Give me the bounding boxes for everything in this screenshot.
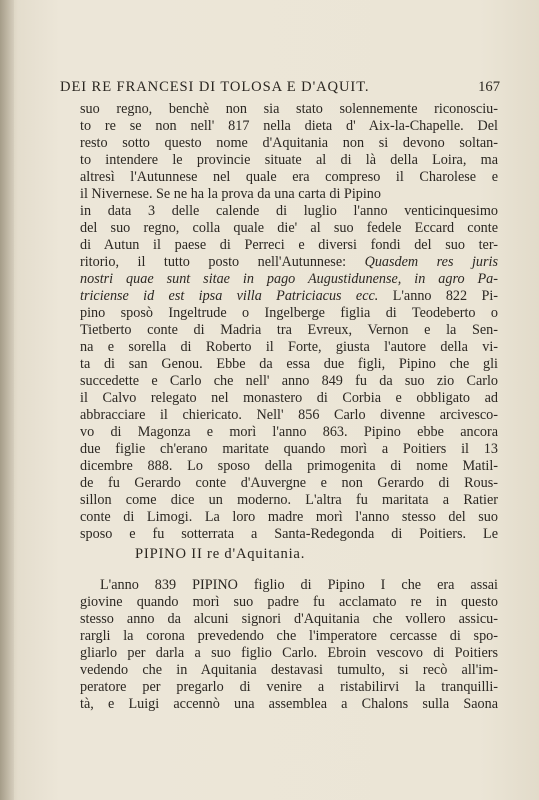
text-segment: ritorio, il tutto posto nell'Autunnese: — [80, 254, 347, 270]
text-line: il Calvo relegato nel monastero di Corbia e obbligato ad — [80, 390, 498, 406]
text-line: vedendo che in Aquitania destavasi tumulto, si recò all'im- — [80, 662, 498, 678]
text-line: tà, e Luigi accennò una assemblea a Chalons sulla Saona — [80, 696, 498, 712]
text-line: na e sorella di Roberto il Forte, giusta l'autore della vi- — [80, 339, 498, 355]
text-line: abbracciare il chiericato. Nell' 856 Carlo divenne arcivesco- — [80, 407, 498, 423]
text-line: pino sposò Ingeltrude o Ingelberge figlia di Teodeberto o — [80, 305, 498, 321]
text-line: due figlie ch'erano maritate quando morì a Poitiers il 13 — [80, 441, 498, 457]
text-line: stesso anno da alcuni signori d'Aquitania che vollero assicu- — [80, 611, 498, 627]
text-line: de fu Gerardo conte d'Auvergne e non Gerardo di Rous- — [80, 475, 498, 491]
text-line: conte di Limogi. La loro madre morì l'anno stesso del suo — [80, 509, 498, 525]
page-gutter-shadow — [0, 0, 14, 800]
text-line: altresì l'Autunnese nel quale era compreso il Charolese e — [80, 169, 498, 185]
text-line: to intendere le provincie situate al di là della Loira, ma — [80, 152, 498, 168]
text-line: ta di san Genou. Ebbe da essa due figli, Pipino che gli — [80, 356, 498, 372]
text-line: gliarlo per darla a suo figlio Carlo. Ebroin vescovo di Poitiers — [80, 645, 498, 661]
text-segment: L'anno 822 Pi- — [392, 288, 499, 304]
text-line: il Nivernese. Se ne ha la prova da una carta di Pipino — [80, 186, 381, 202]
text-line: to re se non nell' 817 nella dieta d' Aix-la-Chapelle. Del — [80, 118, 498, 134]
text-line — [80, 254, 498, 271]
latin-quote-line: nostri quae sunt sitae in pago Augustidunense, in agro Pa- — [80, 271, 498, 287]
running-header — [60, 79, 500, 99]
text-line: L'anno 839 PIPINO figlio di Pipino I che era assai — [100, 577, 498, 593]
text-line: rargli la corona prevedendo che l'imperatore cercasse di spo- — [80, 628, 498, 644]
running-title: DEI RE FRANCESI DI TOLOSA E D'AQUIT. — [60, 79, 370, 95]
text-line: sposo e fu sotterrata a Santa-Redegonda di Poitiers. Le — [80, 526, 498, 542]
text-line: Tietberto conte di Madria tra Evreux, Vernon e la Sen- — [80, 322, 498, 338]
text-line: del suo regno, colla quale die' al suo fedele Eccard conte — [80, 220, 498, 236]
text-line: vo di Magonza e morì l'anno 863. Pipino ebbe ancora — [80, 424, 498, 440]
text-line: giovine quando morì suo padre fu acclamato re in questo — [80, 594, 498, 610]
section-heading: PIPINO II re d'Aquitania. — [135, 546, 306, 562]
text-line — [80, 288, 498, 305]
text-line: sillon come dice un moderno. L'altra fu maritata a Ratier — [80, 492, 498, 508]
text-line: resto sotto questo nome d'Aquitania non si devono soltan- — [80, 135, 498, 151]
text-line: dicembre 888. Lo sposo della primogenita di nome Matil- — [80, 458, 498, 474]
page-number: 167 — [478, 79, 500, 95]
latin-quote: triciense id est ipsa villa Patriciacus ecc. — [80, 288, 379, 304]
text-line: peratore per pregarlo di venire a ristabilirvi la tranquilli- — [80, 679, 498, 695]
text-line: di Autun il paese di Perreci e diversi fondi del suo ter- — [80, 237, 498, 253]
text-line: suo regno, benchè non sia stato solennemente riconosciu- — [80, 101, 498, 117]
latin-quote: Quasdem res juris — [364, 254, 498, 270]
text-line: succedette e Carlo che nell' anno 849 fu da suo zio Carlo — [80, 373, 498, 389]
text-line: in data 3 delle calende di luglio l'anno venticinquesimo — [80, 203, 498, 219]
